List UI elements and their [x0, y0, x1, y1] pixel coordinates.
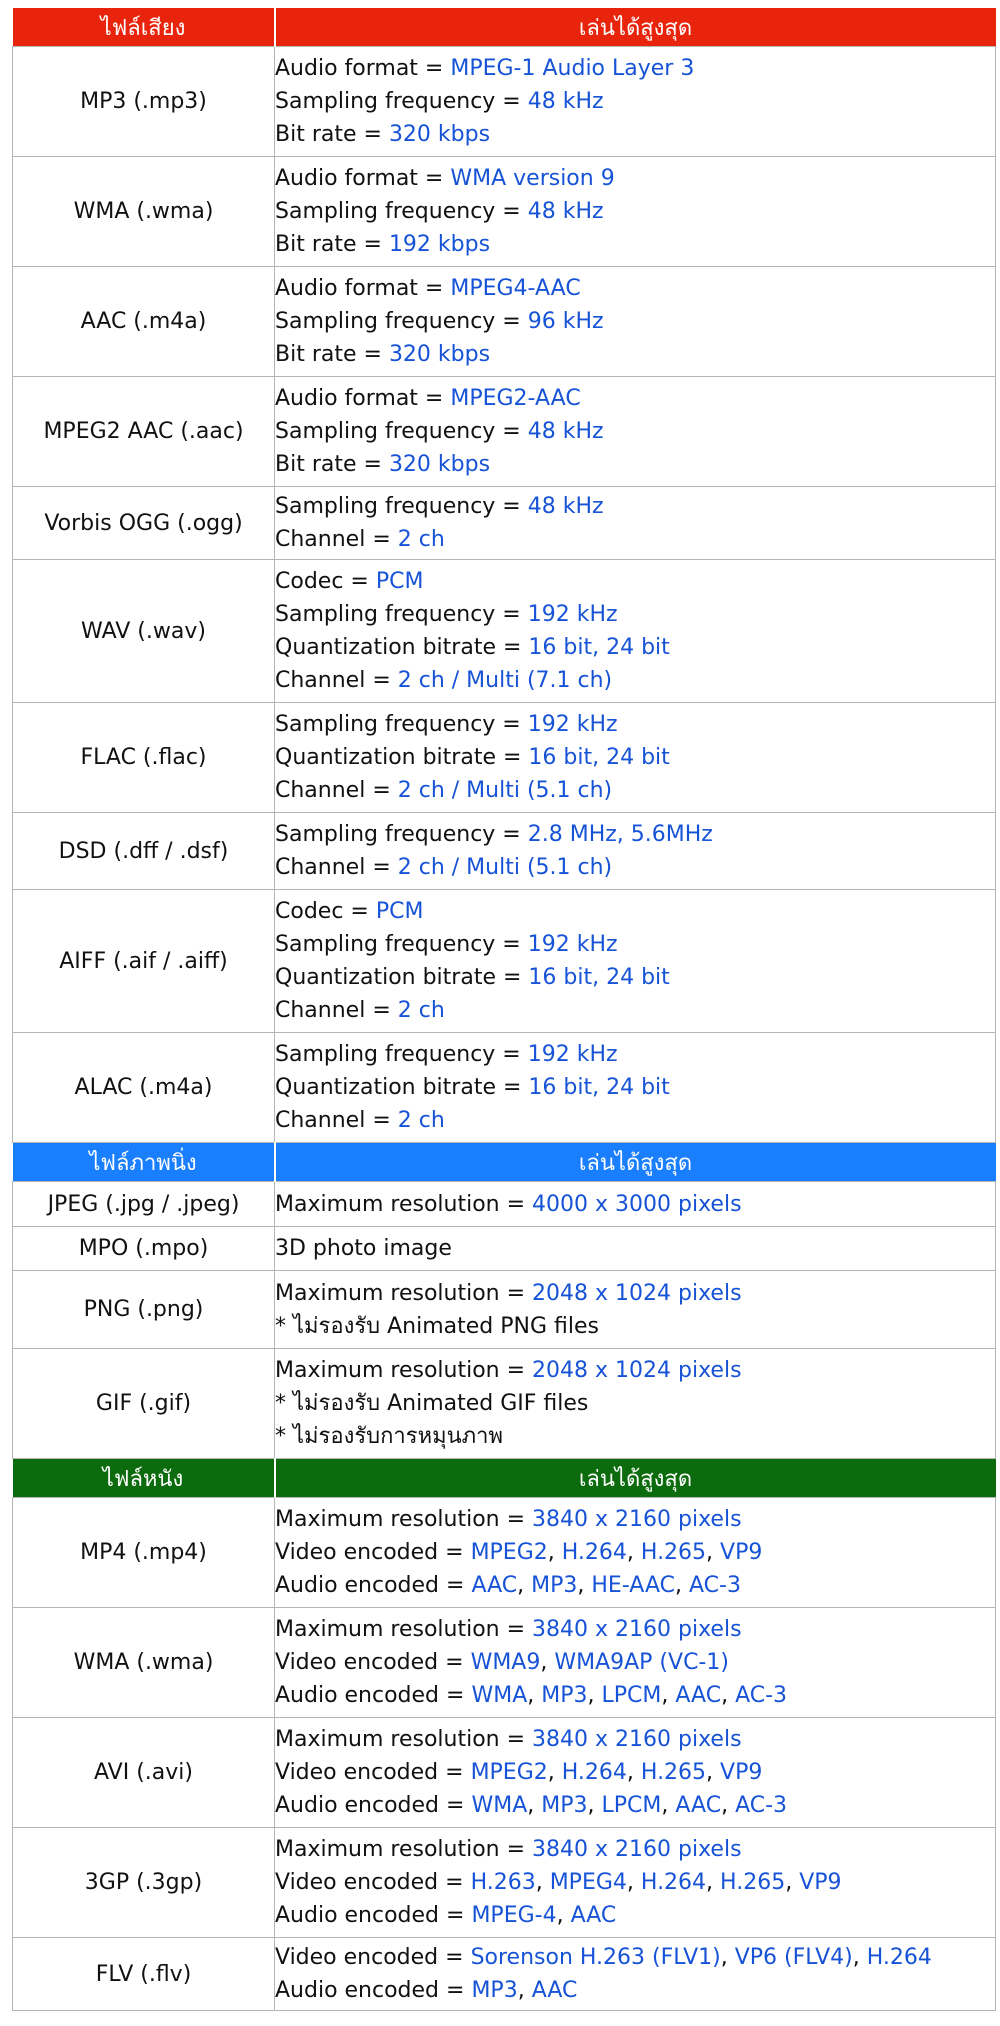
spec-value: WMA9 [470, 1650, 541, 1675]
video-format-row [13, 1498, 996, 1608]
audio-format-row [13, 1033, 996, 1143]
image-format-row [13, 1349, 996, 1459]
spec-value: H.265 [720, 1870, 786, 1895]
spec-line [275, 162, 995, 195]
image-section-header [13, 1143, 996, 1182]
format-name: MPO (.mpo) [13, 1227, 275, 1271]
spec-label: Bit rate = [275, 452, 389, 477]
format-specs [275, 1498, 996, 1608]
spec-value: WMA [471, 1683, 528, 1708]
format-specs [275, 157, 996, 267]
spec-line: Video encoded = H.263, MPEG4, H.264, H.265, VP9 [275, 1870, 842, 1895]
spec-line [275, 490, 995, 523]
spec-label: Audio encoded = [275, 1903, 472, 1928]
spec-value: PCM [375, 899, 424, 924]
audio-format-row [13, 813, 996, 890]
spec-value: H.263 [470, 1870, 536, 1895]
video-format-row [13, 1938, 996, 2011]
format-specs [275, 813, 996, 890]
format-specs [275, 487, 996, 560]
spec-value: H.264 [640, 1870, 707, 1895]
spec-label: Audio encoded = [275, 1683, 472, 1708]
spec-value: WMA version 9 [450, 166, 615, 191]
audio-format-row [13, 560, 996, 703]
format-specs [275, 1608, 996, 1718]
spec-label: Video encoded = [275, 1760, 471, 1785]
spec-value: 192 kHz [527, 602, 618, 627]
spec-value: 48 kHz [527, 89, 604, 114]
spec-line: Video encoded = MPEG2, H.264, H.265, VP9 [275, 1540, 763, 1565]
spec-value: HE-AAC [591, 1573, 675, 1598]
format-name: 3GP (.3gp) [13, 1828, 275, 1938]
spec-line [275, 961, 995, 994]
spec-value: AC-3 [688, 1573, 741, 1598]
spec-value: 192 kHz [527, 712, 618, 737]
spec-line: Audio encoded = MP3, AAC [275, 1978, 578, 2003]
spec-label: Channel = [275, 527, 398, 552]
spec-value: MPEG-4 [471, 1903, 557, 1928]
spec-value: PCM [375, 569, 424, 594]
spec-label: Audio format = [275, 166, 451, 191]
spec-line [275, 1310, 995, 1343]
spec-label: * ไม่รองรับ Animated PNG files [275, 1313, 599, 1339]
format-specs [275, 1271, 996, 1349]
spec-value: WMA [471, 1793, 528, 1818]
spec-line: Audio encoded = WMA, MP3, LPCM, AAC, AC-3 [275, 1683, 788, 1708]
spec-value: 320 kbps [388, 122, 491, 147]
spec-label: Quantization bitrate = [275, 745, 529, 770]
spec-value: 2 ch / Multi (5.1 ch) [397, 778, 613, 803]
format-name: AAC (.m4a) [13, 267, 275, 377]
spec-value: 2 ch [397, 527, 445, 552]
spec-label: Sampling frequency = [275, 309, 528, 334]
spec-label: Sampling frequency = [275, 712, 528, 737]
spec-line [275, 1232, 995, 1265]
format-name: GIF (.gif) [13, 1349, 275, 1459]
audio-format-row [13, 47, 996, 157]
spec-label: * ไม่รองรับ Animated GIF files [275, 1391, 589, 1416]
spec-label: Sampling frequency = [275, 419, 528, 444]
spec-value: VP9 [799, 1870, 842, 1895]
spec-value: MP3 [531, 1573, 578, 1598]
image-format-row [13, 1271, 996, 1349]
spec-line [275, 228, 995, 261]
spec-value: WMA9AP (VC-1) [554, 1650, 729, 1675]
spec-label: Maximum resolution = [275, 1191, 533, 1217]
spec-label: Sampling frequency = [275, 602, 528, 627]
spec-line [275, 565, 995, 598]
spec-value: VP6 (FLV4) [734, 1945, 853, 1970]
spec-label: Sampling frequency = [275, 89, 528, 114]
spec-line [275, 1354, 995, 1387]
spec-label: Bit rate = [275, 122, 389, 147]
video-section-header [13, 1459, 996, 1498]
spec-value: AAC [675, 1683, 722, 1708]
spec-label: Maximum resolution = [275, 1617, 533, 1642]
video-format-row [13, 1718, 996, 1828]
spec-label: Bit rate = [275, 232, 389, 257]
spec-value: 4000 x 3000 pixels [532, 1191, 742, 1217]
spec-label: 3D photo image [275, 1236, 452, 1261]
format-name: MPEG2 AAC (.aac) [13, 377, 275, 487]
spec-line [275, 1188, 995, 1221]
spec-line [275, 1420, 995, 1453]
audio-header-type: ไฟล์เสียง [13, 8, 275, 47]
spec-line [275, 994, 995, 1027]
format-name: DSD (.dff / .dsf) [13, 813, 275, 890]
spec-value: 2 ch [397, 998, 445, 1023]
video-header-max: เล่นได้สูงสุด [275, 1459, 996, 1498]
spec-line [275, 118, 995, 151]
spec-value: 16 bit, 24 bit [528, 745, 670, 770]
spec-value: AAC [570, 1903, 617, 1928]
format-name: FLV (.flv) [13, 1938, 275, 2011]
spec-value: 192 kHz [527, 1042, 618, 1067]
spec-label: Channel = [275, 855, 398, 880]
spec-value: Sorenson H.263 (FLV1) [470, 1945, 721, 1970]
image-header-max: เล่นได้สูงสุด [275, 1143, 996, 1182]
spec-line: Video encoded = Sorenson H.263 (FLV1), VP6 (FLV4), H.264 [275, 1945, 932, 1970]
audio-format-row [13, 267, 996, 377]
format-specs [275, 377, 996, 487]
format-name: MP4 (.mp4) [13, 1498, 275, 1608]
spec-value: 96 kHz [527, 309, 604, 334]
spec-label: Sampling frequency = [275, 822, 528, 847]
spec-line [275, 851, 995, 884]
spec-value: H.265 [640, 1760, 707, 1785]
spec-value: LPCM [601, 1683, 662, 1708]
format-specs [275, 1938, 996, 2011]
spec-line [275, 415, 995, 448]
spec-line [275, 631, 995, 664]
audio-header-max: เล่นได้สูงสุด [275, 8, 996, 47]
spec-line [275, 708, 995, 741]
format-name: WMA (.wma) [13, 157, 275, 267]
spec-line [275, 1723, 995, 1756]
spec-line: Audio encoded = AAC, MP3, HE-AAC, AC-3 [275, 1573, 741, 1598]
audio-format-row [13, 487, 996, 560]
spec-line [275, 52, 995, 85]
spec-line [275, 85, 995, 118]
format-name: PNG (.png) [13, 1271, 275, 1349]
spec-value: 48 kHz [527, 419, 604, 444]
spec-label: Maximum resolution = [275, 1727, 533, 1752]
spec-label: Quantization bitrate = [275, 965, 529, 990]
spec-line [275, 1277, 995, 1310]
spec-line: Audio encoded = MPEG-4, AAC [275, 1903, 617, 1928]
spec-label: Sampling frequency = [275, 1042, 528, 1067]
audio-format-row [13, 157, 996, 267]
spec-label: Sampling frequency = [275, 932, 528, 957]
spec-label: Channel = [275, 998, 398, 1023]
format-specs [275, 267, 996, 377]
spec-label: Video encoded = [275, 1945, 471, 1970]
spec-label: Quantization bitrate = [275, 635, 529, 660]
spec-label: Sampling frequency = [275, 199, 528, 224]
spec-value: H.264 [561, 1540, 627, 1565]
spec-label: Bit rate = [275, 342, 389, 367]
audio-format-row [13, 703, 996, 813]
spec-line [275, 382, 995, 415]
spec-label: Audio encoded = [275, 1793, 472, 1818]
spec-line [275, 774, 995, 807]
format-name: WAV (.wav) [13, 560, 275, 703]
format-specs [275, 1718, 996, 1828]
spec-line [275, 928, 995, 961]
spec-label: Maximum resolution = [275, 1280, 533, 1306]
spec-line [275, 1387, 995, 1420]
spec-label: Maximum resolution = [275, 1837, 533, 1862]
spec-label: Audio encoded = [275, 1573, 472, 1598]
spec-value: 3840 x 2160 pixels [532, 1617, 742, 1642]
spec-value: 2.8 MHz, 5.6MHz [527, 822, 713, 847]
spec-value: 48 kHz [527, 494, 604, 519]
spec-label: Maximum resolution = [275, 1507, 533, 1532]
spec-line [275, 741, 995, 774]
spec-line [275, 272, 995, 305]
spec-line [275, 338, 995, 371]
spec-value: 2 ch / Multi (7.1 ch) [397, 668, 613, 693]
format-specs [275, 560, 996, 703]
spec-value: H.264 [561, 1760, 627, 1785]
spec-value: MPEG2-AAC [450, 386, 581, 411]
image-header-type: ไฟล์ภาพนิ่ง [13, 1143, 275, 1182]
spec-label: Audio format = [275, 386, 451, 411]
spec-value: 2 ch [397, 1108, 445, 1133]
format-specs [275, 890, 996, 1033]
spec-value: MPEG4 [549, 1870, 627, 1895]
format-name: JPEG (.jpg / .jpeg) [13, 1182, 275, 1227]
spec-value: 2 ch / Multi (5.1 ch) [397, 855, 613, 880]
spec-line: Video encoded = MPEG2, H.264, H.265, VP9 [275, 1760, 763, 1785]
video-header-type: ไฟล์หนัง [13, 1459, 275, 1498]
spec-line [275, 818, 995, 851]
spec-value: MP3 [471, 1978, 518, 2003]
audio-format-row [13, 377, 996, 487]
audio-section-header [13, 8, 996, 47]
spec-value: VP9 [720, 1760, 763, 1785]
audio-format-row [13, 890, 996, 1033]
spec-value: 192 kbps [388, 232, 491, 257]
spec-label: Channel = [275, 668, 398, 693]
spec-label: Video encoded = [275, 1870, 471, 1895]
spec-label: Audio format = [275, 56, 451, 81]
spec-line [275, 1833, 995, 1866]
format-name: ALAC (.m4a) [13, 1033, 275, 1143]
format-specs [275, 1828, 996, 1938]
spec-value: LPCM [601, 1793, 662, 1818]
supported-formats-table [12, 8, 996, 2011]
spec-label: Channel = [275, 778, 398, 803]
format-name: AVI (.avi) [13, 1718, 275, 1828]
spec-value: 16 bit, 24 bit [528, 1075, 670, 1100]
spec-label: Sampling frequency = [275, 494, 528, 519]
spec-value: AC-3 [735, 1683, 788, 1708]
spec-value: 2048 x 1024 pixels [532, 1358, 742, 1383]
format-specs [275, 1033, 996, 1143]
spec-line [275, 448, 995, 481]
spec-value: MPEG2 [470, 1540, 548, 1565]
spec-label: Audio encoded = [275, 1978, 472, 2003]
spec-value: 3840 x 2160 pixels [532, 1837, 742, 1862]
spec-line [275, 1503, 995, 1536]
spec-line [275, 1613, 995, 1646]
spec-line [275, 523, 995, 556]
image-format-row [13, 1227, 996, 1271]
spec-value: 16 bit, 24 bit [528, 635, 670, 660]
spec-line [275, 195, 995, 228]
video-format-row [13, 1828, 996, 1938]
format-specs [275, 47, 996, 157]
spec-value: AAC [675, 1793, 722, 1818]
spec-value: MPEG2 [470, 1760, 548, 1785]
format-name: FLAC (.flac) [13, 703, 275, 813]
spec-value: H.264 [866, 1945, 932, 1970]
spec-value: 192 kHz [527, 932, 618, 957]
spec-value: AAC [471, 1573, 518, 1598]
spec-label: Codec = [275, 569, 376, 594]
spec-value: 320 kbps [388, 452, 491, 477]
spec-label: Quantization bitrate = [275, 1075, 529, 1100]
spec-value: H.265 [640, 1540, 707, 1565]
spec-value: 320 kbps [388, 342, 491, 367]
spec-value: 3840 x 2160 pixels [532, 1507, 742, 1532]
spec-label: Audio format = [275, 276, 451, 301]
spec-value: MPEG4-AAC [450, 276, 581, 301]
spec-value: MP3 [541, 1793, 588, 1818]
spec-line [275, 895, 995, 928]
spec-label: Channel = [275, 1108, 398, 1133]
spec-line [275, 1038, 995, 1071]
spec-label: Maximum resolution = [275, 1358, 533, 1383]
format-specs [275, 1349, 996, 1459]
spec-value: VP9 [720, 1540, 763, 1565]
video-format-row [13, 1608, 996, 1718]
spec-value: AAC [531, 1978, 578, 2003]
spec-value: 2048 x 1024 pixels [532, 1280, 742, 1306]
spec-label: Video encoded = [275, 1650, 471, 1675]
format-name: Vorbis OGG (.ogg) [13, 487, 275, 560]
spec-value: MPEG-1 Audio Layer 3 [450, 56, 695, 81]
format-name: WMA (.wma) [13, 1608, 275, 1718]
spec-line [275, 1071, 995, 1104]
spec-label: * ไม่รองรับการหมุนภาพ [275, 1424, 504, 1449]
spec-value: MP3 [541, 1683, 588, 1708]
spec-value: AC-3 [735, 1793, 788, 1818]
format-specs [275, 1182, 996, 1227]
format-name: AIFF (.aif / .aiff) [13, 890, 275, 1033]
spec-line: Audio encoded = WMA, MP3, LPCM, AAC, AC-3 [275, 1793, 788, 1818]
spec-line [275, 305, 995, 338]
spec-value: 3840 x 2160 pixels [532, 1727, 742, 1752]
spec-value: 48 kHz [527, 199, 604, 224]
image-format-row [13, 1182, 996, 1227]
spec-line [275, 664, 995, 697]
spec-label: Codec = [275, 899, 376, 924]
spec-line [275, 1104, 995, 1137]
spec-line [275, 598, 995, 631]
format-specs [275, 703, 996, 813]
format-name: MP3 (.mp3) [13, 47, 275, 157]
spec-label: Video encoded = [275, 1540, 471, 1565]
format-specs [275, 1227, 996, 1271]
spec-line: Video encoded = WMA9, WMA9AP (VC-1) [275, 1650, 729, 1675]
spec-value: 16 bit, 24 bit [528, 965, 670, 990]
